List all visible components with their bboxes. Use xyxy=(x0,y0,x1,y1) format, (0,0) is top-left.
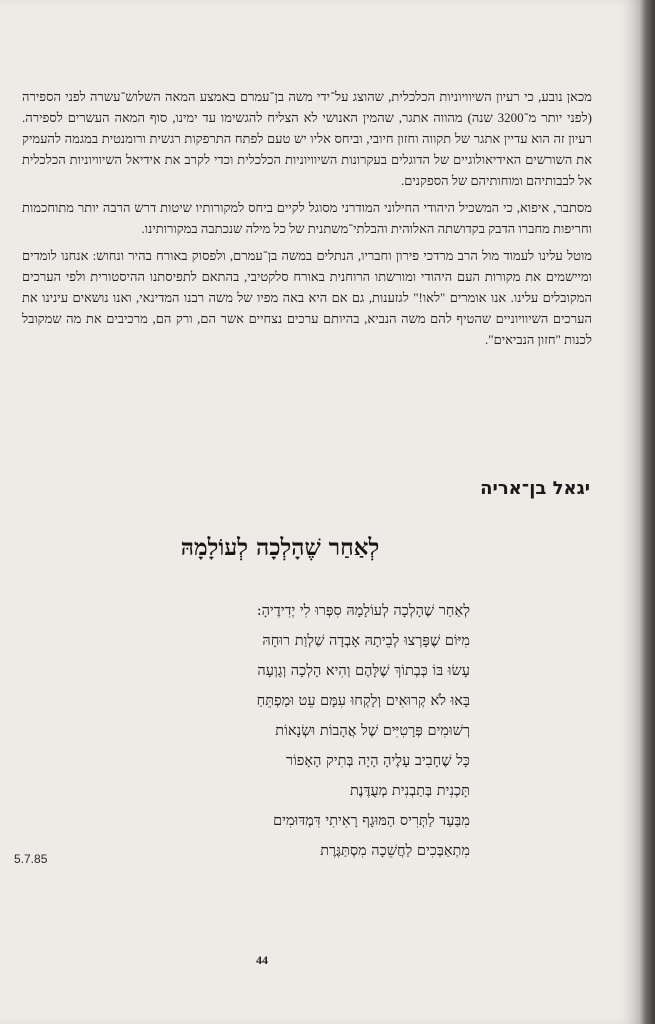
prose-block xyxy=(22,86,592,356)
prose-paragraph: מוטל עלינו לעמוד מול הרב מרדכי פירון וחבריו, הנתלים במשה בן־עמרם, ולפסוק באורח בהיר ונחוש: אנחנו לומדים ומיישמים את מקורות העם היהודי ומורשתו הרוחנית באורח סלקטיבי, בהתאם לתפיסתנו ההיסטורית ולפי הערכים המקובלים עלינו. אנו אומרים "לאו!" לגזענות, גם אם היא באה מפיו של משה רבנו המדינאי, ואנו נושאים עינינו את הערכים השיוויוניים שהטיף להם משה הנביא, בהיותם ערכים נצחיים אשר הם, ורק הם, מרכיבים את מה שמקובל לכנות "חזון הנביאים". xyxy=(22,248,592,347)
book-edge xyxy=(640,0,655,1024)
poem-line: תָּכְנִית בְּתַבְנִית מְעֻדֶּנֶת xyxy=(349,783,470,799)
poem-line: בָּאוּ לֹא קְרוּאִים וְלָקְחוּ עִמָּם עֵט וּמַפְתֵּחַ xyxy=(256,693,470,709)
poem-line: רְשׁוּמִים פְּרָטִיִּים שֶׁל אֲהָבוֹת וּשְׂנָאוֹת xyxy=(275,723,470,739)
author-name: יגאל בן־אריה xyxy=(480,478,590,499)
poem-line: מִיּוֹם שֶׁפָּרְצוּ לְבֵיתָהּ אָבְדָה שַׁלְוַת רוּחָהּ xyxy=(262,633,470,649)
poem-line: מִבַּעַד לַתְּרִיס הַמּוּגָף רָאִיתִי דִּמְדּוּמִים xyxy=(273,813,470,829)
page-number: 44 xyxy=(256,953,268,967)
poem-date: 5.7.85 xyxy=(14,852,48,866)
poem-line: לְאַחַר שֶׁהָלְכָה לְעוֹלָמָהּ סִפְּרוּ לִי יְדִידֶיהָ: xyxy=(256,603,470,619)
prose-paragraph: מסתבר, איפוא, כי המשכיל היהודי החילוני המודרני מסוגל לקיים ביחס למקורותיו שיטות דרש הרבה יותר מתוחכמות וחריפות מחברו הדבק בקדושתה האלוהית והבלתי־משתנית של כל מילה שנכתבה במקורותינו. xyxy=(22,200,592,236)
prose-paragraph: מכאן נובע, כי רעיון השיוויוניות הכלכלית, שהוצג על־ידי משה בן־עמרם באמצע המאה השלוש־עשרה לפני הספירה (לפני יותר מ־3200 שנה) מהווה אתגר, שהמין האנושי לא הצליח להגשימו עד ימינו, סוף המאה העשרים לספירה. רעיון זה הוא עדיין אתגר של תקווה וחזון חיובי, וביחס אליו יש טעם לפתח התרפקות רגשית ורומנטית במגמה להעמיק את השורשים האידיאולוגיים של הדוגלים בעקרונות השיוויוניות הכלכלית וכדי לקרב את אידיאל השיוויוניות הכלכלית אל לבבותיהם ומוחותיהם של הספקנים. xyxy=(22,89,592,188)
poem-line: מִתְאַבְּכִים לַחֲשֵׁכָה מִסְתַּגֶּרֶת xyxy=(320,843,470,859)
poem-line: כָּל שֶׁחָבִיב עָלֶיהָ הָיָה בְּתִיק הָאָפוֹר xyxy=(285,753,470,769)
poem-body xyxy=(130,596,470,866)
poem-title: לְאַחַר שֶׁהָלְכָה לְעוֹלָמָהּ xyxy=(180,534,380,561)
poem-line: עָשׂוּ בּוֹ כְּבְתוֹךְ שֶׁלָּהֶם וְהִיא הָלְכָה וְגָוְעָה xyxy=(257,663,470,679)
